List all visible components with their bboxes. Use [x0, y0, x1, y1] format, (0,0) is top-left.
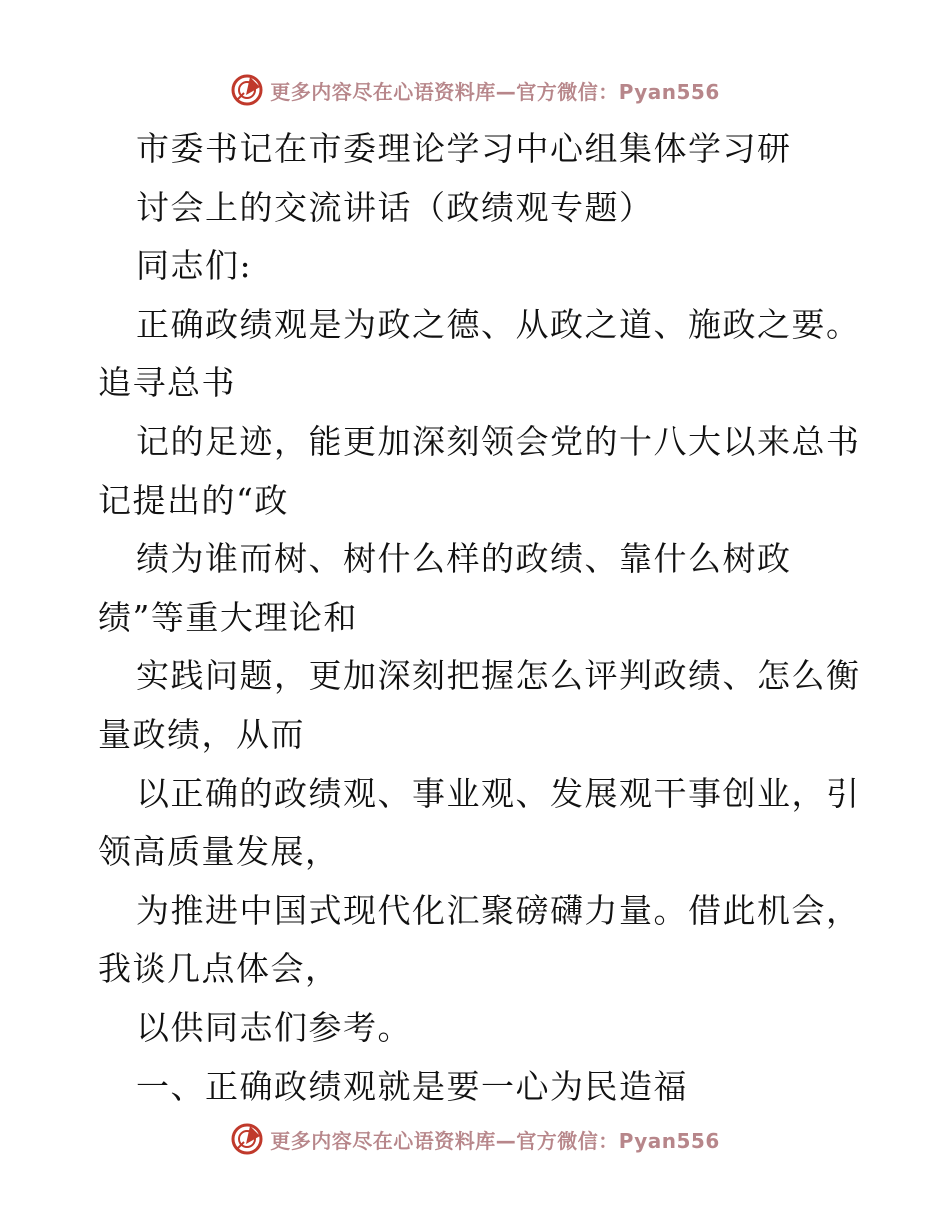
text-line: 同志们: [136, 246, 253, 286]
text-line: 我谈几点体会， [98, 949, 340, 989]
text-line: 正确政绩观是为政之德、从政之道、施政之要。 [136, 304, 861, 344]
text-line: 领高质量发展， [98, 832, 340, 872]
text-line: 量政绩，从而 [98, 714, 305, 754]
text-line: 讨会上的交流讲话（政绩观专题） [136, 187, 654, 227]
text-line: 实践问题，更加深刻把握怎么评判政绩、怎么衡 [136, 656, 861, 696]
text-line: 追寻总书 [98, 363, 236, 403]
header-banner-text: 更多内容尽在心语资料库—官方微信：Pyan556 [270, 79, 720, 104]
footer-banner-text: 更多内容尽在心语资料库—官方微信：Pyan556 [270, 1128, 720, 1153]
text-line: 记提出的“政 [98, 480, 289, 520]
footer-banner [0, 1119, 950, 1159]
document-body [98, 120, 861, 1116]
text-line: 一、正确政绩观就是要一心为民造福 [136, 1066, 688, 1106]
text-line: 绩”等重大理论和 [98, 597, 358, 637]
seal-logo-icon [230, 1122, 264, 1156]
header-banner [0, 70, 950, 110]
text-line: 以正确的政绩观、事业观、发展观干事创业，引 [136, 773, 861, 813]
text-line: 绩为谁而树、树什么样的政绩、靠什么树政 [136, 539, 792, 579]
text-line: 以供同志们参考。 [136, 1007, 412, 1047]
text-line: 市委书记在市委理论学习中心组集体学习研 [136, 129, 792, 168]
text-line: 记的足迹，能更加深刻领会党的十八大以来总书 [136, 421, 861, 461]
seal-logo-icon [230, 73, 264, 107]
text-line: 为推进中国式现代化汇聚磅礴力量。借此机会， [136, 890, 861, 930]
